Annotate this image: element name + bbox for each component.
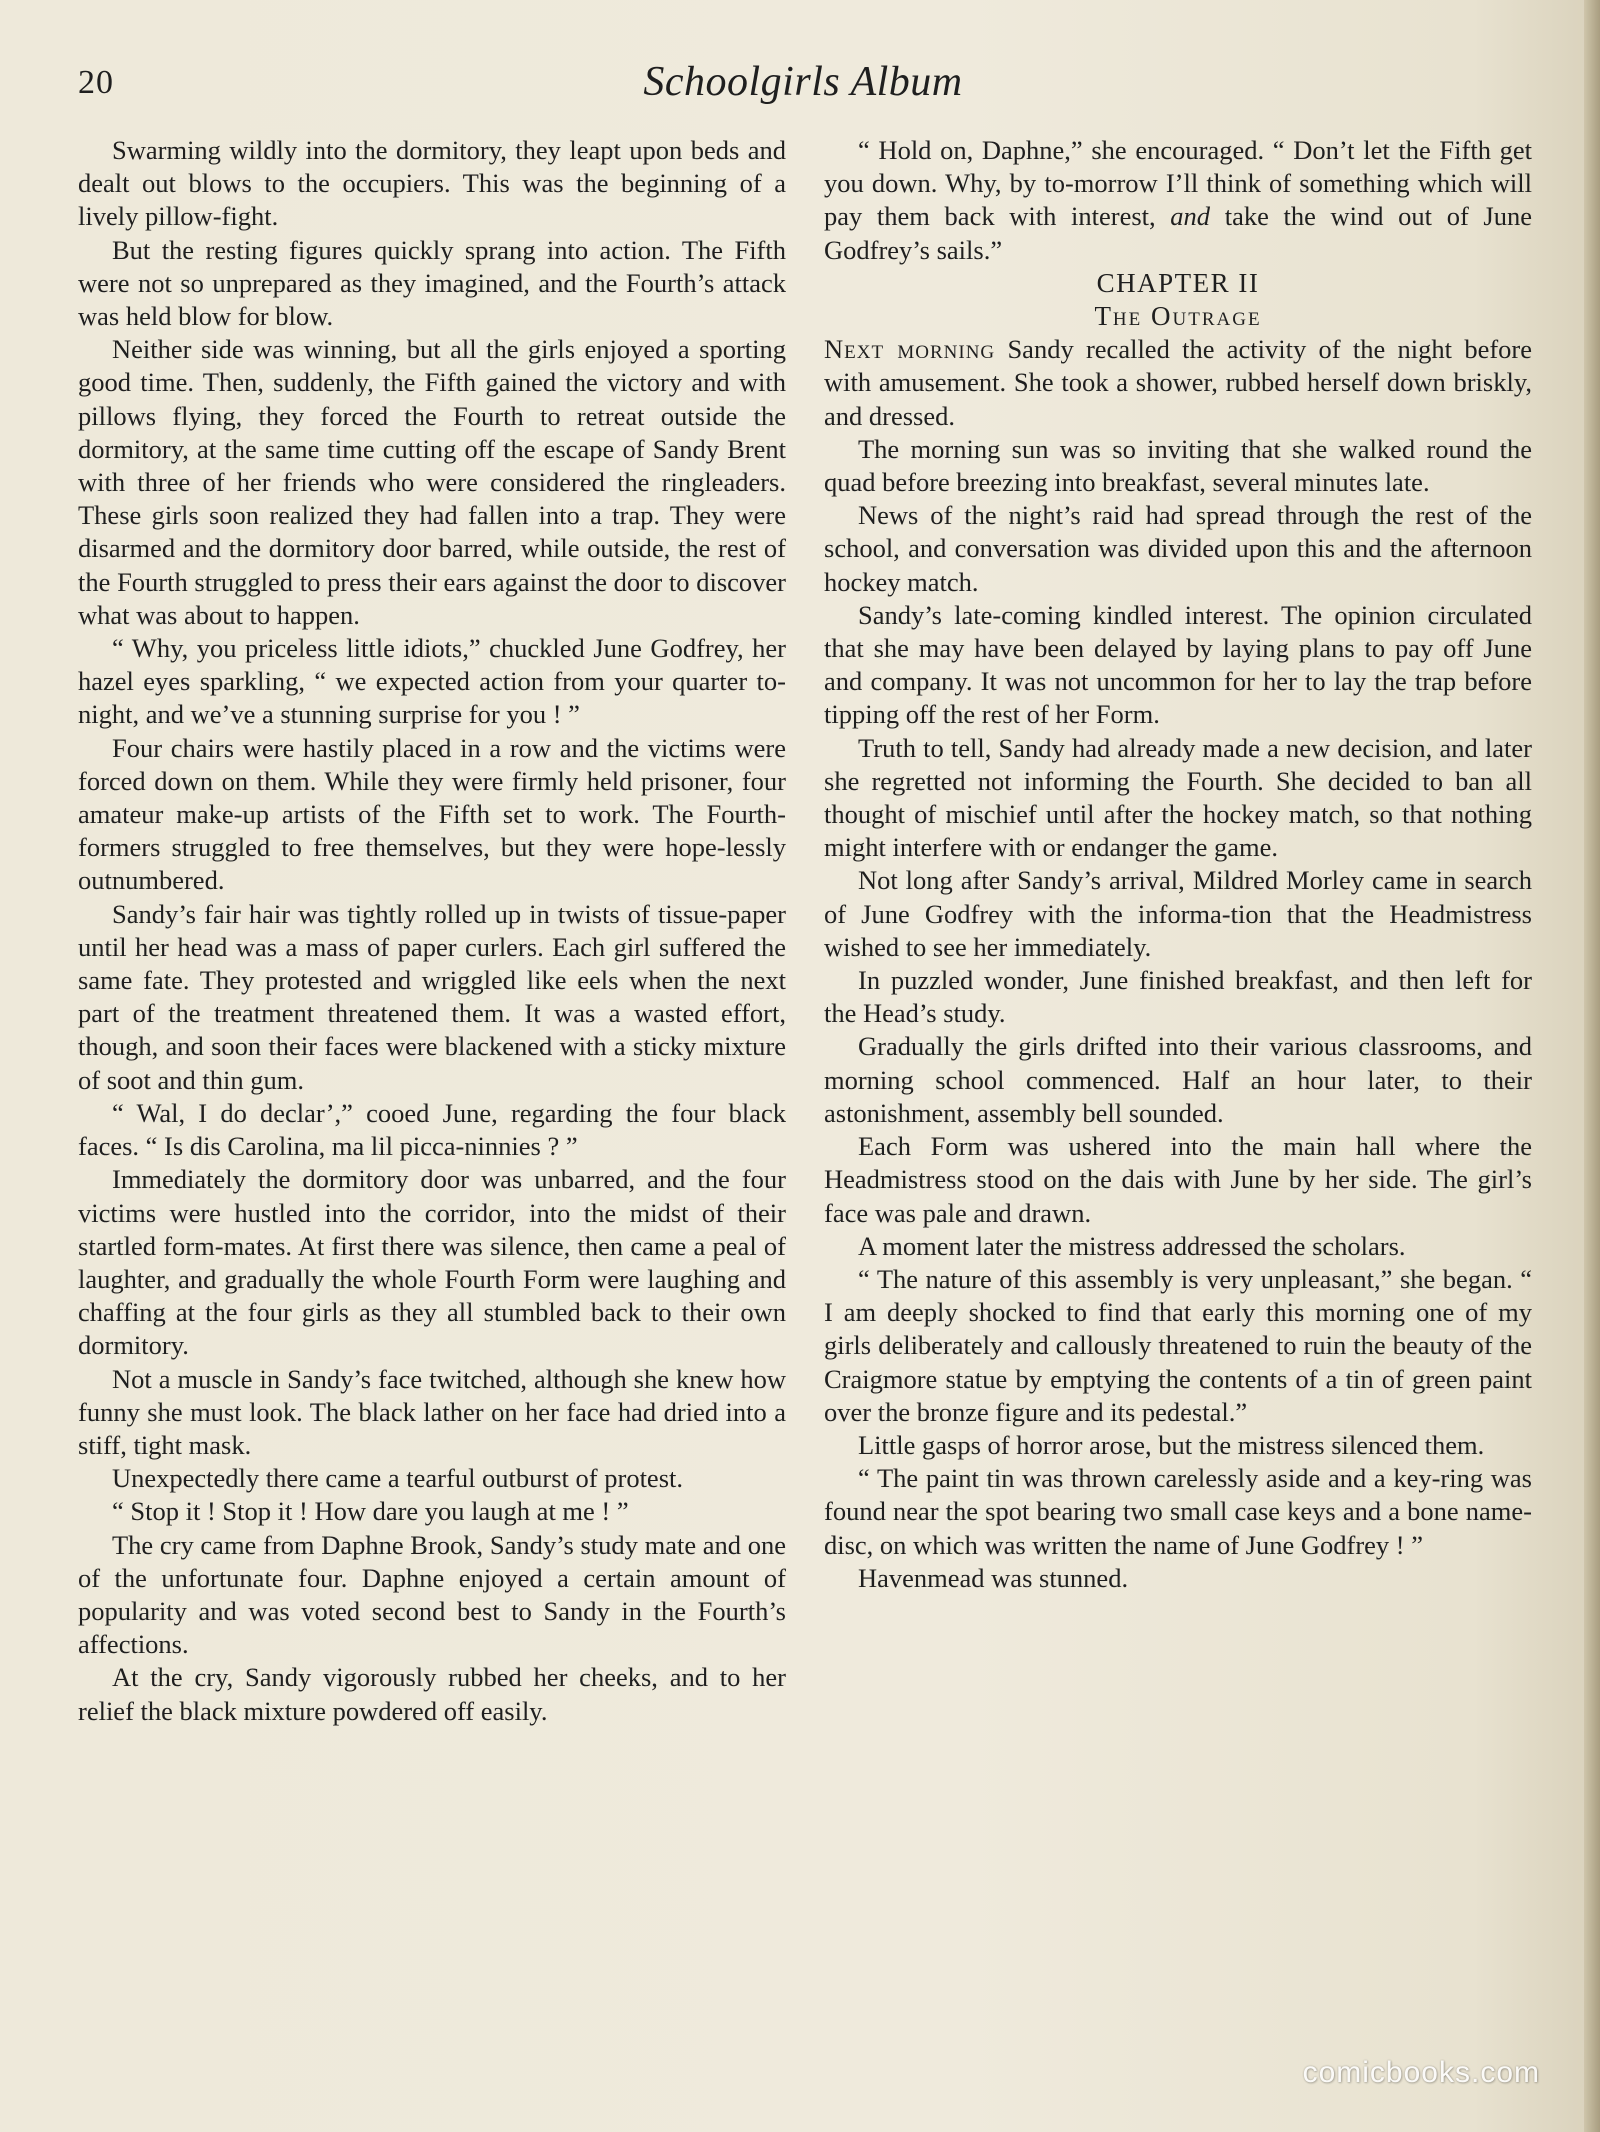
paragraph: Sandy’s fair hair was tightly rolled up in twists of tissue-paper until her head was a mass of paper curlers. Each girl suffered the same fate. They protested and wriggled like eels when the next part of the treatment threatened them. It was a wasted effort, though, and soon their faces were blackened with a sticky mixture of soot and thin gum. [78,898,786,1095]
paragraph: Little gasps of horror arose, but the mistress silenced them. [858,1429,1485,1460]
chapter-heading: CHAPTER II [1096,267,1260,298]
paragraph: “ Why, you priceless little idiots,” chuckled June Godfrey, her hazel eyes sparkling, “ we expected action from your quarter to-night, and we’ve a stunning surprise for you ! ” [78,633,786,730]
text-run: Sandy recalled the activity of the night before with amusement. She took a shower, rubbed herself down briskly, and dressed. [824,334,1532,431]
paragraph: “ The paint tin was thrown carelessly aside and a key-ring was found near the spot bearing two small case keys and a bone name-disc, on which was written the name of June Godfrey ! ” [824,1463,1532,1560]
paragraph: Not long after Sandy’s arrival, Mildred Morley came in search of June Godfrey with the informa-tion that the Headmistress wished to see her immediately. [824,865,1532,962]
right-text-column [824,134,1532,1595]
text-run: “ Hold on, Daphne,” she encouraged. “ Don’t let the Fifth get you down. Why, by to-morrow I’ll think of something which will pay them back with interest, [824,135,1532,232]
paragraph [824,134,1532,267]
paragraph: Four chairs were hastily placed in a row and the victims were forced down on them. While they were firmly held prisoner, four amateur make-up artists of the Fifth set to work. The Fourth-formers struggled to free themselves, but they were hope-lessly outnumbered. [78,732,786,896]
page-number: 20 [78,64,114,101]
paragraph: Havenmead was stunned. [858,1562,1129,1593]
paragraph: “ Stop it ! Stop it ! How dare you laugh at me ! ” [112,1496,629,1527]
chapter-subtitle: The Outrage [1094,301,1262,332]
paragraph: “ Wal, I do declar’,” cooed June, regarding the four black faces. “ Is dis Carolina, ma lil picca-ninnies ? ” [78,1097,786,1162]
paragraph: In puzzled wonder, June finished breakfast, and then left for the Head’s study. [824,965,1532,1029]
text-run: take the wind out of June Godfrey’s sails.” [824,201,1533,265]
paragraph: The cry came from Daphne Brook, Sandy’s study mate and one of the unfortunate four. Daphne enjoyed a certain amount of popularity and was voted second best to Sandy in the Fourth’s affections. [78,1529,786,1660]
paragraph: Truth to tell, Sandy had already made a new decision, and later she regretted not informing the Fourth. She decided to ban all thought of mischief until after the hockey match, so that nothing might interfere with or endanger the game. [824,732,1532,863]
paragraph: The morning sun was so inviting that she walked round the quad before breezing into breakfast, several minutes late. [824,433,1532,498]
paragraph: Sandy’s late-coming kindled interest. The opinion circulated that she may have been delayed by laying plans to pay off June and company. It was not uncommon for her to lay the trap before tipping off the rest of her Form. [824,599,1532,730]
page-spine-edge [1584,0,1600,2132]
paragraph: At the cry, Sandy vigorously rubbed her cheeks, and to her relief the black mixture powdered off easily. [78,1662,786,1726]
paragraph: Immediately the dormitory door was unbarred, and the four victims were hustled into the corridor, into the midst of their startled form-mates. At first there was silence, then came a peal of laughter, and gradually the whole Fourth Form were laughing and chaffing at the four girls as they all stumbled back to their own dormitory. [78,1164,786,1361]
chapter-lead-words: Next morning [824,334,996,365]
paragraph: Not a muscle in Sandy’s face twitched, although she knew how funny she must look. The black lather on her face had dried into a stiff, tight mask. [78,1363,786,1460]
paragraph: A moment later the mistress addressed the scholars. [858,1230,1406,1261]
paragraph: “ The nature of this assembly is very unpleasant,” she began. “ I am deeply shocked to find that early this morning one of my girls deliberately and callously threatened to ruin the beauty of the Craigmore statue by emptying the contents of a tin of green paint over the bronze figure and its pedestal.” [824,1263,1532,1427]
paragraph: Gradually the girls drifted into their various classrooms, and morning school commenced. Half an hour later, to their astonishment, assembly bell sounded. [824,1031,1532,1128]
left-text-column [78,134,786,1728]
page-header [78,58,1528,108]
paragraph: Each Form was ushered into the main hall where the Headmistress stood on the dais with June by her side. The girl’s face was pale and drawn. [824,1131,1532,1228]
paragraph: News of the night’s raid had spread through the rest of the school, and conversation was divided upon this and the afternoon hockey match. [824,500,1532,597]
paragraph: Swarming wildly into the dormitory, they leapt upon beds and dealt out blows to the occupiers. This was the beginning of a lively pillow-fight. [78,135,786,232]
running-title: Schoolgirls Album [643,59,963,105]
paragraph [824,333,1532,433]
italic-emphasis: and [1170,201,1211,232]
paragraph: Neither side was winning, but all the girls enjoyed a sporting good time. Then, suddenly, the Fifth gained the victory and with pillows flying, they forced the Fourth to retreat outside the dormitory, at the same time cutting off the escape of Sandy Brent with three of her friends who were considered the ringleaders. These girls soon realized they had fallen into a trap. They were disarmed and the dormitory door barred, while outside, the rest of the Fourth struggled to press their ears against the door to discover what was about to happen. [78,334,786,630]
paragraph: Unexpectedly there came a tearful outburst of protest. [112,1463,683,1494]
paragraph: But the resting figures quickly sprang into action. The Fifth were not so unprepared as they imagined, and the Fourth’s attack was held blow for blow. [78,234,786,332]
site-watermark: comicbooks.com [1302,2056,1540,2089]
